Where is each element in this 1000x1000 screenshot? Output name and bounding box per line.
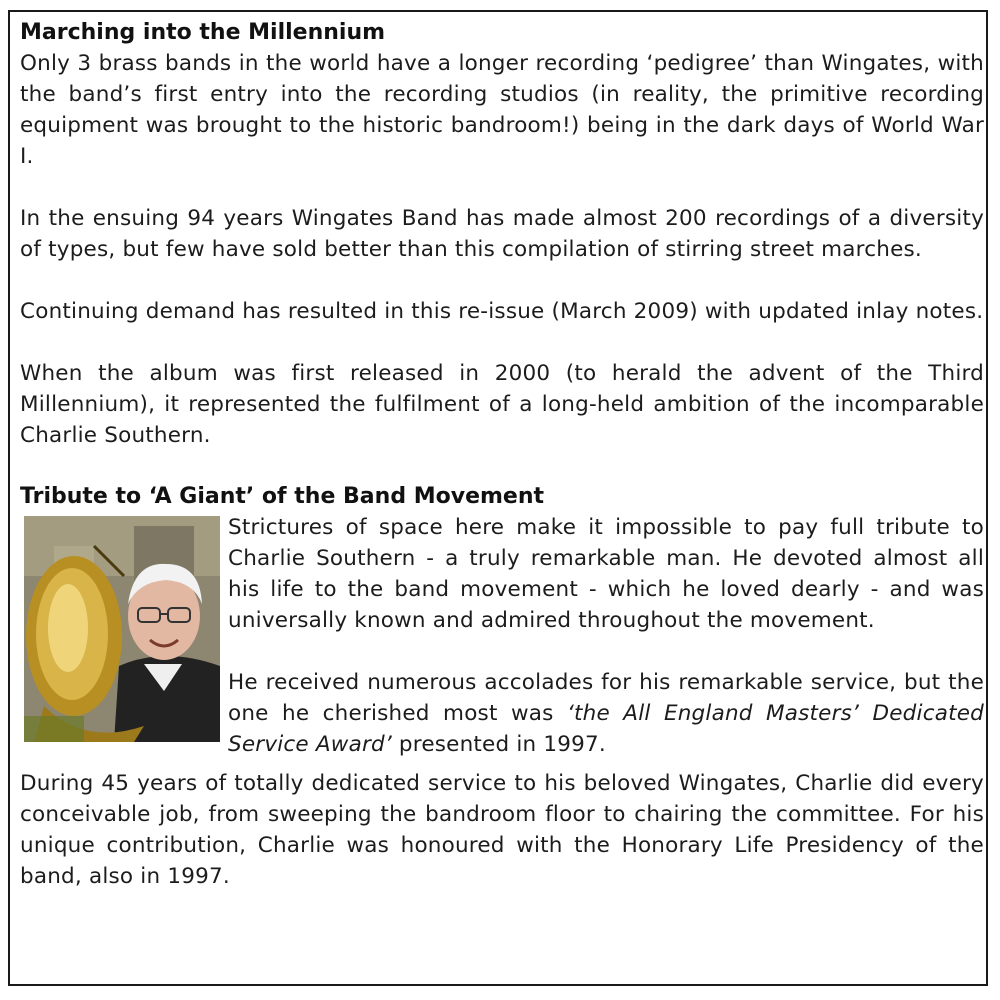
- paragraph-strictures: Strictures of space here make it impossible to pay full tribute to Charlie Southern - a truly remarkable man. He devoted almost all his life to the band movement - which he loved dearly - and was universally known and admired throughout the movement.: [228, 515, 984, 633]
- tribute-text: [228, 512, 984, 760]
- paragraph-ensuing-years: In the ensuing 94 years Wingates Band has made almost 200 recordings of a diversity of types, but few have sold better than this compilation of stirring street marches.: [20, 206, 984, 262]
- paragraph-recording-pedigree: Only 3 brass bands in the world have a longer recording ‘pedigree’ than Wingates, with the band’s first entry into the recording studios (in reality, the primitive recording equipment was brought to the historic bandroom!) being in the dark days of World War I.: [20, 51, 984, 169]
- charlie-southern-photo: [24, 516, 220, 742]
- tribute-block: [20, 512, 984, 760]
- paragraph-dedicated-service: During 45 years of totally dedicated service to his beloved Wingates, Charlie did every conceivable job, from sweeping the bandroom floor to chairing the committee. For his unique contribution, Charlie was honoured with the Honorary Life Presidency of the band, also in 1997.: [20, 771, 984, 889]
- section-heading-tribute: Tribute to ‘A Giant’ of the Band Movement: [20, 484, 545, 509]
- accolades-text-start: He received numerous accolades for his remarkable service, but the one he cherished most was: [228, 670, 984, 726]
- section-heading-marching: Marching into the Millennium: [20, 20, 386, 45]
- document-page: [8, 10, 988, 986]
- award-name: ‘the All England Masters’ Dedicated Service Award’: [228, 701, 984, 757]
- paragraph-reissue: Continuing demand has resulted in this re-issue (March 2009) with updated inlay notes.: [20, 299, 984, 324]
- paragraph-accolades: [228, 667, 984, 760]
- accolades-text-end: presented in 1997.: [391, 732, 606, 757]
- portrait-illustration: [24, 516, 220, 742]
- paragraph-first-release: When the album was first released in 2000 (to herald the advent of the Third Millennium), it represented the fulfilment of a long-held ambition of the incomparable Charlie Southern.: [20, 361, 984, 448]
- document-content: [20, 18, 984, 892]
